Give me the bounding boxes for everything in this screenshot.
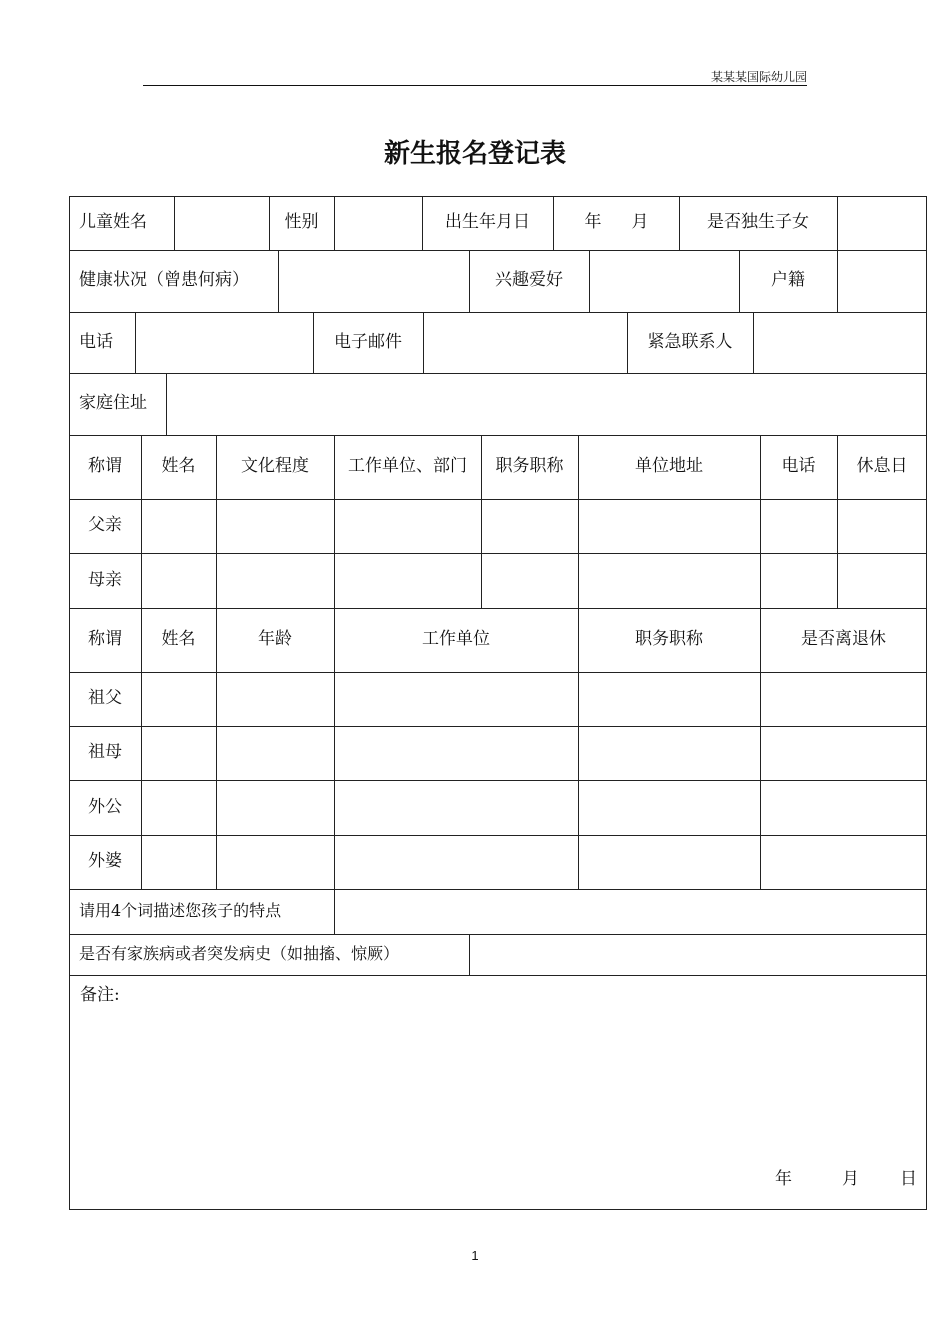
gender-label: 性别 (284, 212, 319, 233)
form-title: 新生报名登记表 (383, 139, 566, 169)
row-divider (69, 975, 927, 976)
grandparents-header-employer: 工作单位 (422, 629, 490, 650)
paternal-grandmother-label: 祖母 (88, 742, 122, 763)
row-divider (69, 835, 927, 836)
col-divider (553, 196, 554, 250)
parents-header-education: 文化程度 (241, 456, 309, 477)
only-child-field[interactable] (837, 196, 927, 250)
parents-header-relation: 称谓 (88, 456, 122, 477)
child-name-field[interactable] (174, 196, 269, 250)
page-number: 1 (471, 1248, 479, 1263)
mother-label: 母亲 (88, 569, 122, 590)
grandparents-header-relation: 称谓 (88, 629, 122, 650)
maternal-grandmother-label: 外婆 (88, 851, 122, 872)
gender-field[interactable] (334, 196, 422, 250)
parents-header-rest-day: 休息日 (856, 456, 908, 477)
child-name-label: 儿童姓名 (79, 212, 147, 233)
child-traits-field[interactable] (334, 889, 927, 934)
health-status-field[interactable] (278, 250, 469, 312)
parents-header-phone: 电话 (781, 456, 816, 477)
remarks-label: 备注: (80, 985, 120, 1005)
family-history-label: 是否有家族病或者突发病史（如抽搐、惊厥） (79, 944, 400, 964)
parents-header-title: 职务职称 (495, 456, 564, 477)
maternal-grandfather-label: 外公 (88, 796, 122, 817)
household-label: 户籍 (771, 270, 805, 291)
parents-header-employer: 工作单位、部门 (348, 456, 467, 477)
date-day-label: 日 (900, 1169, 917, 1189)
family-history-field[interactable] (469, 934, 927, 975)
birth-month-label: 月 (631, 212, 649, 233)
phone-label: 电话 (79, 331, 113, 352)
emergency-contact-label: 紧急联系人 (647, 331, 733, 352)
father-label: 父亲 (88, 515, 122, 536)
row-divider (69, 780, 927, 781)
home-address-label: 家庭住址 (79, 393, 147, 414)
grandparents-header-age: 年龄 (258, 629, 292, 650)
row-divider (69, 672, 927, 673)
child-traits-label: 请用4个词描述您孩子的特点 (79, 901, 282, 921)
hobby-field[interactable] (589, 250, 739, 312)
paternal-grandfather-label: 祖父 (88, 688, 122, 709)
birth-date-label: 出生年月日 (445, 212, 530, 233)
hobby-label: 兴趣爱好 (495, 270, 563, 291)
home-address-field[interactable] (166, 373, 927, 435)
email-label: 电子邮件 (334, 331, 402, 352)
phone-field[interactable] (135, 312, 313, 373)
grandparents-header-retired: 是否离退休 (801, 629, 886, 650)
only-child-label: 是否独生子女 (707, 212, 809, 233)
row-divider (69, 726, 927, 727)
birth-year-label: 年 (584, 212, 602, 233)
header-rule (143, 85, 807, 86)
remarks-field[interactable] (70, 1000, 926, 1150)
parents-header-work-address: 单位地址 (635, 456, 703, 477)
grandparents-header-title: 职务职称 (635, 629, 703, 650)
grandparents-header-name: 姓名 (161, 629, 196, 650)
date-year-label: 年 (775, 1169, 792, 1189)
email-field[interactable] (423, 312, 627, 373)
row-divider (69, 499, 927, 500)
row-divider (69, 553, 927, 554)
household-field[interactable] (837, 250, 927, 312)
health-status-label: 健康状况（曾患何病） (79, 270, 249, 291)
date-month-label: 月 (842, 1169, 859, 1189)
parents-header-name: 姓名 (161, 456, 196, 477)
emergency-contact-field[interactable] (753, 312, 927, 373)
school-name: 某某某国际幼儿园 (710, 70, 807, 84)
